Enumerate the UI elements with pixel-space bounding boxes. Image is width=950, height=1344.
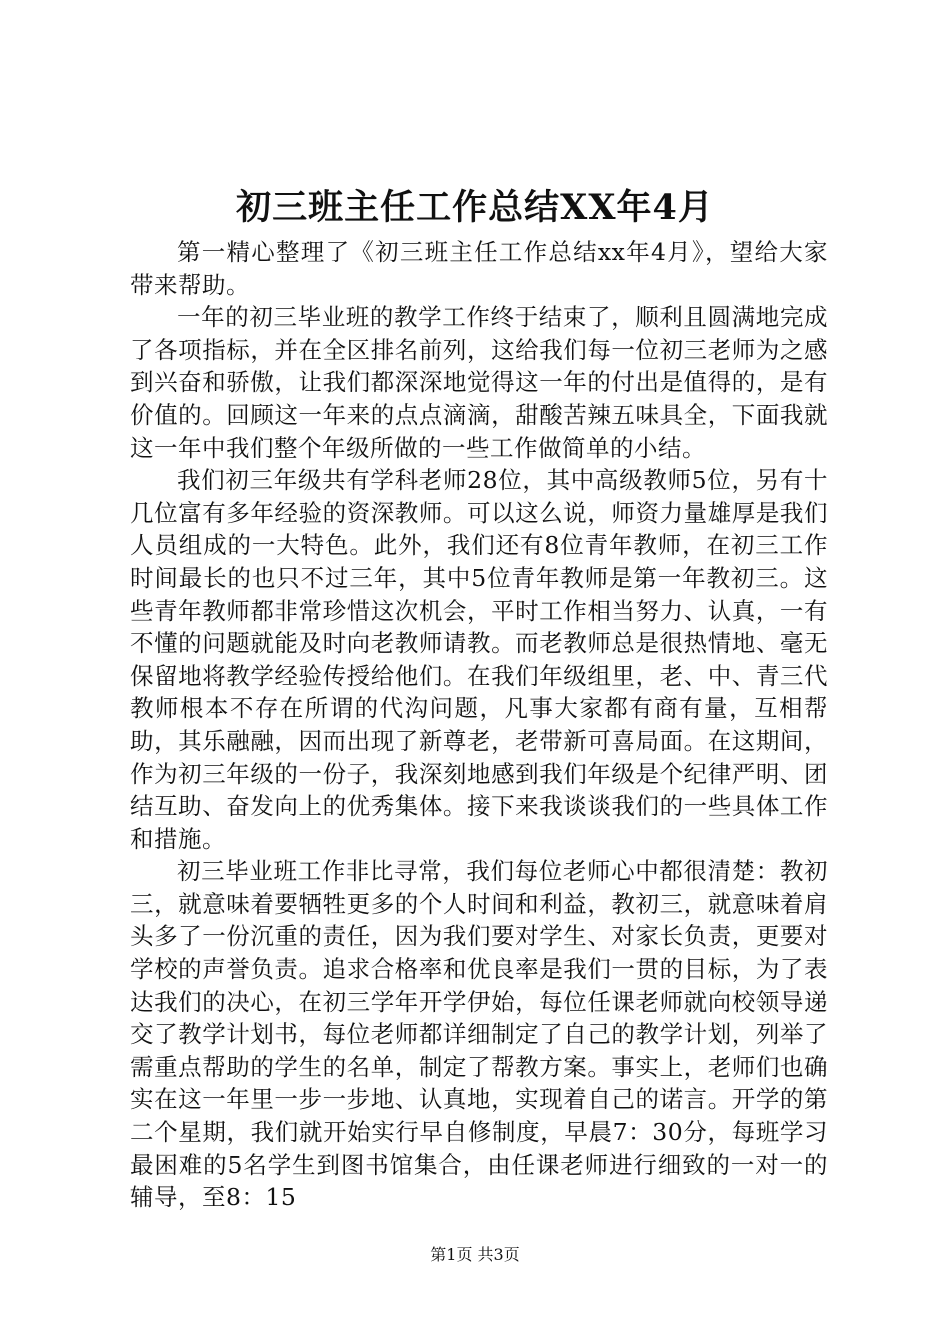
paragraph-overview: 一年的初三毕业班的教学工作终于结束了，顺利且圆满地完成了各项指标，并在全区排名前列，这给我们每一位初三老师为之感到兴奋和骄傲，让我们都深深地觉得这一年的付出是值得的，是有价值的。回顾这一年来的点点滴滴，甜酸苦辣五味具全，下面我就这一年中我们整个年级所做的一些工作做简单的小结。 — [130, 303, 828, 462]
document-title: 初三班主任工作总结XX年4月 — [236, 187, 714, 228]
document-body — [130, 236, 828, 1214]
paragraph-intro: 第一精心整理了《初三班主任工作总结xx年4月》，望给大家带来帮助。 — [130, 238, 828, 299]
paragraph-staff: 我们初三年级共有学科老师28位，其中高级教师5位，另有十几位富有多年经验的资深教师。可以这么说，师资力量雄厚是我们人员组成的一大特色。此外，我们还有8位青年教师，在初三工作时间最长的也只不过三年，其中5位青年教师是第一年教初三。这些青年教师都非常珍惜这次机会，平时工作相当努力、认真，一有不懂的问题就能及时向老教师请教。而老教师总是很热情地、毫无保留地将教学经验传授给他们。在我们年级组里，老、中、青三代教师根本不存在所谓的代沟问题，凡事大家都有商有量，互相帮助，其乐融融，因而出现了新尊老，老带新可喜局面。在这期间，作为初三年级的一份子，我深刻地感到我们年级是个纪律严明、团结互助、奋发向上的优秀集体。接下来我谈谈我们的一些具体工作和措施。 — [130, 466, 828, 853]
paragraph-measures: 初三毕业班工作非比寻常，我们每位老师心中都很清楚：教初三，就意味着要牺牲更多的个人时间和利益，教初三，就意味着肩头多了一份沉重的责任，因为我们要对学生、对家长负责，更要对学校的声誉负责。追求合格率和优良率是我们一贯的目标，为了表达我们的决心，在初三学年开学伊始，每位任课老师就向校领导递交了教学计划书，每位老师都详细制定了自己的教学计划，列举了需重点帮助的学生的名单，制定了帮教方案。事实上，老师们也确实在这一年里一步一步地、认真地，实现着自己的诺言。开学的第二个星期，我们就开始实行早自修制度，早晨7：30分，每班学习最困难的5名学生到图书馆集合，由任课老师进行细致的一对一的辅导，至8：15 — [130, 857, 828, 1212]
page-number-footer: 第1页 共3页 — [430, 1245, 520, 1264]
